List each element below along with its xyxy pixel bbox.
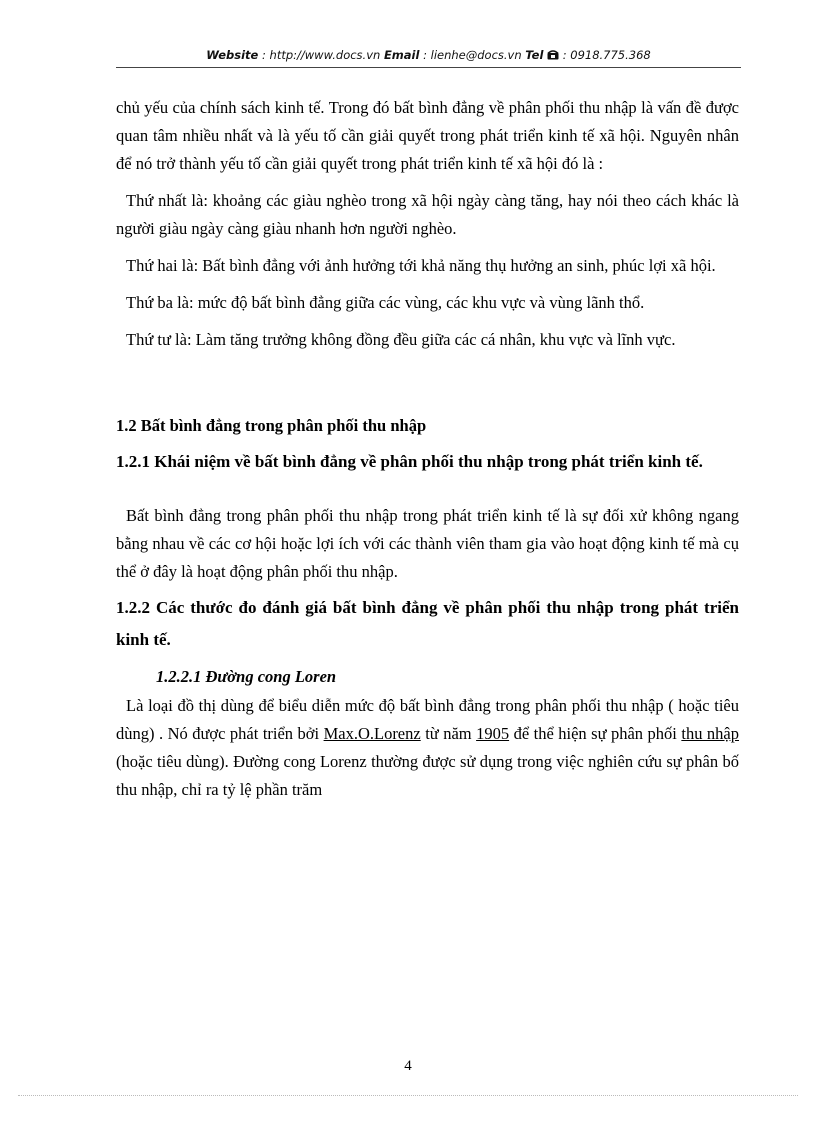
page-number: 4 bbox=[404, 1058, 412, 1074]
link-year-1905[interactable]: 1905 bbox=[476, 724, 510, 743]
section-heading-1-2-1: 1.2.1 Khái niệm về bất bình đẳng về phân phối thu nhập trong phát triển kinh tế. bbox=[116, 452, 703, 471]
email-label: Email bbox=[383, 48, 420, 62]
phone-icon bbox=[547, 48, 563, 62]
paragraph-fourth-reason: Thứ tư là: Làm tăng trưởng không đồng đều giữa các cá nhân, khu vực và lĩnh vực. bbox=[126, 330, 676, 349]
document-body bbox=[116, 94, 739, 804]
lorenz-text-part4: (hoặc tiêu dùng). Đường cong Lorenz thường được sử dụng trong việc nghiên cứu sự phân bố thu nhập, chỉ ra tỷ lệ phần trăm bbox=[116, 752, 739, 799]
paragraph-definition: Bất bình đẳng trong phân phối thu nhập trong phát triển kinh tế là sự đối xử không ngang bằng nhau về các cơ hội hoặc lợi ích với các thành viên tham gia vào hoạt động kinh tế mà cụ thể ở đây là hoạt động phân phối thu nhập. bbox=[116, 506, 739, 581]
website-label: Website bbox=[206, 48, 259, 62]
paragraph-third-reason: Thứ ba là: mức độ bất bình đẳng giữa các vùng, các khu vực và vùng lãnh thổ. bbox=[126, 293, 645, 312]
section-heading-1-2-2-1: 1.2.2.1 Đường cong Loren bbox=[156, 667, 337, 686]
paragraph-lorenz bbox=[116, 692, 739, 804]
tel-value: : 0918.775.368 bbox=[562, 48, 651, 62]
lorenz-text-part2: từ năm bbox=[420, 724, 477, 743]
link-thu-nhap[interactable]: thu nhập bbox=[681, 724, 739, 743]
lorenz-text-part1: Là loại đồ thị dùng để biểu diễn mức độ bất bình đẳng trong phân phối thu nhập ( hoặc tiêu dùng) . Nó được phát triển bởi bbox=[116, 696, 739, 743]
tel-label: Tel bbox=[525, 48, 544, 62]
paragraph-intro: chủ yếu của chính sách kinh tế. Trong đó bất bình đẳng về phân phối thu nhập là vấn đề được quan tâm nhiều nhất và là yếu tố cần giải quyết trong phát triển kinh tế xã hội. Nguyên nhân để nó trở thành yếu tố cần giải quyết trong phát triển kinh tế xã hội đó là : bbox=[116, 98, 739, 173]
lorenz-text-part3: để thể hiện sự phân phối bbox=[509, 724, 682, 743]
paragraph-second-reason: Thứ hai là: Bất bình đẳng với ảnh hưởng tới khả năng thụ hưởng an sinh, phúc lợi xã hội. bbox=[126, 256, 716, 275]
section-heading-1-2: 1.2 Bất bình đẳng trong phân phối thu nhập bbox=[116, 416, 427, 435]
paragraph-first-reason: Thứ nhất là: khoảng các giàu nghèo trong xã hội ngày càng tăng, hay nói theo cách khác là người giàu ngày càng giàu nhanh hơn người nghèo. bbox=[116, 191, 739, 238]
website-value: : http://www.docs.vn bbox=[258, 48, 384, 62]
email-value: : lienhe@docs.vn bbox=[419, 48, 526, 62]
link-max-lorenz[interactable]: Max.O.Lorenz bbox=[323, 724, 421, 743]
section-heading-1-2-2: 1.2.2 Các thước đo đánh giá bất bình đẳng về phân phối thu nhập trong phát triển kinh tế. bbox=[116, 598, 739, 649]
page-bottom-border bbox=[18, 1095, 798, 1096]
header-divider bbox=[116, 67, 741, 68]
page-header bbox=[116, 48, 741, 62]
